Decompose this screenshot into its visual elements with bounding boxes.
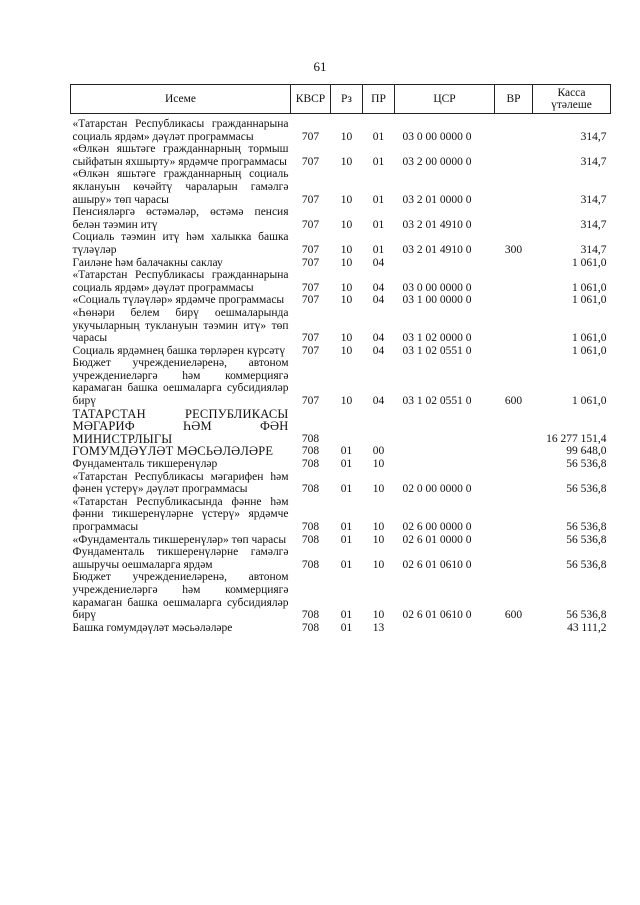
cell-kvsr: 707 bbox=[301, 155, 320, 168]
cell-name: ТАТАРСТАН РЕСПУБЛИКАСЫ МӘГАРИФ ҺӘМ ФӘН МИНИСТРЛЫГЫ bbox=[72, 406, 289, 446]
table-row bbox=[71, 307, 611, 345]
cell-rz bbox=[331, 408, 363, 446]
cell-pr bbox=[363, 408, 395, 446]
header-kvsr: КВСР bbox=[291, 85, 331, 114]
cell-amount: 1 061,0 bbox=[572, 395, 607, 408]
cell-amount: 56 536,8 bbox=[566, 558, 607, 571]
cell-csr: 02 6 01 0610 0 bbox=[402, 609, 472, 622]
cell-kvsr: 708 bbox=[301, 533, 320, 546]
cell-rz: 01 bbox=[340, 609, 353, 622]
cell-csr bbox=[395, 458, 495, 471]
cell-amount: 99 648,0 bbox=[566, 445, 607, 458]
cell-csr: 03 0 00 0000 0 bbox=[402, 281, 472, 294]
header-csr: ЦСР bbox=[395, 85, 495, 114]
cell-amount: 43 111,2 bbox=[567, 621, 607, 634]
cell-csr: 03 2 00 0000 0 bbox=[402, 155, 472, 168]
cell-amount: 1 061,0 bbox=[572, 344, 607, 357]
cell-rz: 01 bbox=[340, 445, 353, 458]
cell-pr: 01 bbox=[372, 130, 385, 143]
cell-pr: 04 bbox=[372, 294, 385, 307]
cell-pr: 01 bbox=[372, 193, 385, 206]
cell-vr: 600 bbox=[504, 395, 523, 408]
cell-pr: 10 bbox=[372, 533, 385, 546]
cell-rz: 01 bbox=[340, 458, 353, 471]
cell-kvsr: 707 bbox=[301, 193, 320, 206]
cell-pr: 04 bbox=[372, 332, 385, 345]
cell-vr: 300 bbox=[504, 243, 523, 256]
cell-kvsr: 708 bbox=[301, 521, 320, 533]
cell-rz: 10 bbox=[340, 344, 353, 357]
cell-kvsr: 708 bbox=[301, 445, 320, 458]
cell-amount: 314,7 bbox=[580, 130, 607, 143]
table-header-row bbox=[71, 85, 611, 114]
cell-name: ГОМУМДӘҮЛӘТ МӘСЬӘЛӘЛӘРЕ bbox=[72, 444, 274, 459]
cell-csr bbox=[395, 408, 495, 446]
table-row bbox=[71, 269, 611, 294]
cell-name: «Өлкән яшьтәге гражданнарның социаль яклануын көчәйтү чараларын гамәлгә ашыру» төп чарасы bbox=[72, 168, 289, 206]
table-row bbox=[71, 168, 611, 206]
cell-kvsr: 708 bbox=[301, 558, 320, 571]
cell-name: «Һөнәри белем бирү оешмаларында укучыларның туклануын тәэмин итү» төп чарасы bbox=[72, 306, 289, 345]
table-row bbox=[71, 206, 611, 231]
cell-kvsr: 708 bbox=[301, 432, 320, 445]
cell-csr: 02 0 00 0000 0 bbox=[402, 483, 472, 496]
cell-vr bbox=[495, 445, 533, 458]
cell-vr bbox=[495, 257, 533, 270]
table-row bbox=[71, 546, 611, 571]
cell-kvsr: 707 bbox=[301, 344, 320, 357]
cell-csr bbox=[395, 622, 495, 635]
cell-amount: 1 061,0 bbox=[572, 294, 607, 307]
cell-vr bbox=[495, 622, 533, 635]
cell-kvsr: 707 bbox=[301, 294, 320, 307]
cell-name: Башка гомумдәүләт мәсьәләләре bbox=[72, 621, 233, 634]
header-name: Исеме bbox=[71, 85, 291, 114]
table-row bbox=[71, 458, 611, 471]
cell-rz: 10 bbox=[340, 155, 353, 168]
cell-pr: 01 bbox=[372, 243, 385, 256]
header-vr: ВР bbox=[495, 85, 533, 114]
cell-vr bbox=[495, 458, 533, 471]
cell-vr bbox=[495, 294, 533, 307]
cell-pr: 04 bbox=[372, 395, 385, 408]
cell-csr: 03 0 00 0000 0 bbox=[402, 130, 472, 143]
cell-csr: 02 6 01 0610 0 bbox=[402, 558, 472, 571]
cell-csr bbox=[395, 445, 495, 458]
table-row bbox=[71, 534, 611, 547]
cell-vr bbox=[495, 307, 533, 345]
cell-name: «Татарстан Республикасы мәгарифен һәм фәнен үстерү» дәүләт программасы bbox=[72, 470, 289, 496]
cell-pr: 13 bbox=[372, 621, 385, 634]
table-body bbox=[71, 114, 611, 635]
cell-pr: 04 bbox=[372, 281, 385, 294]
cell-csr: 03 1 02 0551 0 bbox=[402, 395, 472, 408]
cell-name: Бюджет учреждениеләренә, автоном учреждениеләргә һәм коммерциягә карамаган башка оешмаларга субсидияләр бирү bbox=[72, 357, 289, 408]
table-row bbox=[71, 571, 611, 621]
page-number: 61 bbox=[313, 59, 327, 74]
cell-amount: 314,7 bbox=[580, 155, 607, 168]
cell-rz: 10 bbox=[340, 395, 353, 408]
cell-kvsr: 708 bbox=[301, 621, 320, 634]
table-row bbox=[71, 445, 611, 458]
cell-kvsr: 707 bbox=[301, 218, 320, 231]
cell-name: Социаль тәэмин итү һәм халыкка башка түләүләр bbox=[72, 231, 289, 256]
header-kassa-line1: Касса bbox=[557, 87, 586, 99]
cell-vr bbox=[495, 471, 533, 496]
cell-kvsr: 707 bbox=[301, 281, 320, 294]
table-row bbox=[71, 622, 611, 635]
cell-kvsr: 707 bbox=[301, 332, 320, 345]
cell-kvsr: 707 bbox=[301, 395, 320, 408]
cell-vr bbox=[495, 496, 533, 534]
cell-rz: 10 bbox=[340, 332, 353, 345]
cell-rz: 01 bbox=[340, 558, 353, 571]
cell-csr: 02 6 01 0000 0 bbox=[402, 533, 472, 546]
cell-vr bbox=[495, 269, 533, 294]
cell-pr: 04 bbox=[372, 344, 385, 357]
cell-rz: 10 bbox=[340, 256, 353, 269]
cell-csr: 03 1 00 0000 0 bbox=[402, 294, 472, 307]
cell-name: «Татарстан Республикасы гражданнарына социаль ярдәм» дәүләт программасы bbox=[72, 118, 289, 143]
table-row bbox=[71, 496, 611, 534]
cell-csr: 03 2 01 0000 0 bbox=[402, 193, 472, 206]
budget-table bbox=[70, 84, 611, 634]
cell-csr bbox=[395, 257, 495, 270]
cell-name: Фундаменталь тикшеренүләрне гамәлгә ашыручы оешмаларга ярдәм bbox=[72, 546, 289, 571]
header-kassa-line2: үтәлеше bbox=[551, 99, 592, 111]
cell-vr bbox=[495, 206, 533, 231]
cell-csr: 03 1 02 0000 0 bbox=[402, 332, 472, 345]
cell-rz: 01 bbox=[340, 521, 353, 533]
cell-vr bbox=[495, 408, 533, 446]
table-row bbox=[71, 408, 611, 446]
cell-csr: 03 2 01 4910 0 bbox=[402, 243, 472, 256]
cell-rz: 01 bbox=[340, 621, 353, 634]
header-rz: Рз bbox=[331, 85, 363, 114]
cell-amount: 314,7 bbox=[580, 243, 607, 256]
cell-amount: 16 277 151,4 bbox=[546, 432, 607, 445]
cell-csr: 03 1 02 0551 0 bbox=[402, 344, 472, 357]
cell-rz: 10 bbox=[340, 243, 353, 256]
cell-pr: 10 bbox=[372, 521, 385, 533]
cell-amount: 56 536,8 bbox=[566, 483, 607, 496]
cell-name: Бюджет учреждениеләренә, автоном учреждениеләргә һәм коммерциягә карамаган башка оешмаларга субсидияләр бирү bbox=[72, 571, 289, 622]
cell-name: «Татарстан Республикасында фәнне һәм фәнни тикшеренүләрне үстерү» ярдәмче программасы bbox=[72, 495, 289, 533]
cell-name: Фундаменталь тикшеренүләр bbox=[72, 458, 218, 471]
cell-name: «Өлкән яшьтәге гражданнарның тормыш сыйфатын яхшырту» ярдәмче программасы bbox=[72, 143, 289, 168]
table-row bbox=[71, 114, 611, 144]
cell-csr: 03 2 01 4910 0 bbox=[402, 218, 472, 231]
cell-pr: 10 bbox=[372, 609, 385, 622]
cell-name: «Татарстан Республикасы гражданнарына социаль ярдәм» дәүләт программасы bbox=[72, 269, 289, 294]
cell-rz: 10 bbox=[340, 193, 353, 206]
cell-amount: 56 536,8 bbox=[566, 458, 607, 471]
cell-name: Социаль ярдәмнең башка төрләрен күрсәтү bbox=[72, 344, 286, 357]
cell-rz: 10 bbox=[340, 218, 353, 231]
cell-vr bbox=[495, 345, 533, 358]
cell-rz: 01 bbox=[340, 533, 353, 546]
cell-kvsr: 708 bbox=[301, 609, 320, 622]
cell-rz: 10 bbox=[340, 130, 353, 143]
cell-vr bbox=[495, 534, 533, 547]
cell-pr: 00 bbox=[372, 445, 385, 458]
cell-kvsr: 707 bbox=[301, 130, 320, 143]
table-row bbox=[71, 257, 611, 270]
cell-name: Пенсияләргә өстәмәләр, өстәмә пенсия белән тәэмин итү bbox=[72, 206, 289, 231]
cell-pr: 10 bbox=[372, 558, 385, 571]
cell-pr: 01 bbox=[372, 218, 385, 231]
table-row bbox=[71, 143, 611, 168]
cell-amount: 314,7 bbox=[580, 193, 607, 206]
cell-vr: 600 bbox=[504, 609, 523, 622]
cell-kvsr: 708 bbox=[301, 458, 320, 471]
table-row bbox=[71, 357, 611, 407]
cell-vr bbox=[495, 143, 533, 168]
table-row bbox=[71, 231, 611, 256]
cell-pr: 10 bbox=[372, 458, 385, 471]
cell-amount: 1 061,0 bbox=[572, 332, 607, 345]
cell-name: «Социаль түләүләр» ярдәмче программасы bbox=[72, 294, 285, 307]
cell-rz: 01 bbox=[340, 483, 353, 496]
cell-amount: 314,7 bbox=[580, 218, 607, 231]
cell-amount: 1 061,0 bbox=[572, 256, 607, 269]
cell-amount: 56 536,8 bbox=[566, 521, 607, 533]
table-row bbox=[71, 471, 611, 496]
cell-amount: 56 536,8 bbox=[566, 533, 607, 546]
cell-vr bbox=[495, 546, 533, 571]
cell-name: Гаиләне һәм балачакны саклау bbox=[72, 256, 223, 269]
cell-kvsr: 708 bbox=[301, 483, 320, 496]
cell-kvsr: 707 bbox=[301, 243, 320, 256]
cell-pr: 04 bbox=[372, 256, 385, 269]
table-row bbox=[71, 345, 611, 358]
header-kassa bbox=[533, 85, 611, 114]
cell-csr: 02 6 00 0000 0 bbox=[402, 521, 472, 533]
cell-pr: 10 bbox=[372, 483, 385, 496]
header-pr: ПР bbox=[363, 85, 395, 114]
cell-rz: 10 bbox=[340, 281, 353, 294]
table-row bbox=[71, 294, 611, 307]
cell-vr bbox=[495, 168, 533, 206]
cell-amount: 1 061,0 bbox=[572, 281, 607, 294]
cell-pr: 01 bbox=[372, 155, 385, 168]
cell-amount: 56 536,8 bbox=[566, 609, 607, 622]
cell-vr bbox=[495, 114, 533, 144]
cell-name: «Фундаменталь тикшеренүләр» төп чарасы bbox=[72, 533, 287, 546]
cell-kvsr: 707 bbox=[301, 256, 320, 269]
cell-rz: 10 bbox=[340, 294, 353, 307]
